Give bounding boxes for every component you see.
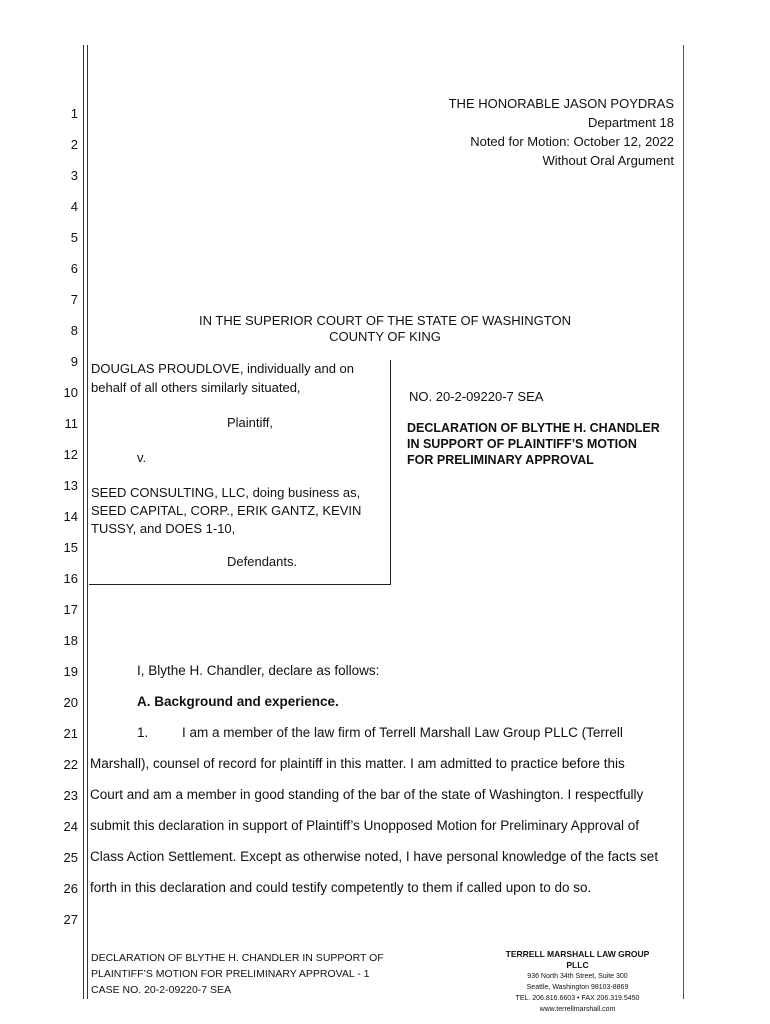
line-number: 1 — [70, 106, 78, 121]
defendants-line-2: SEED CAPITAL, CORP., ERIK GANTZ, KEVIN — [91, 503, 362, 518]
line-number: 22 — [63, 757, 78, 772]
line-number: 9 — [70, 354, 78, 369]
left-margin-rule-inner — [87, 45, 88, 999]
line-number: 8 — [70, 323, 78, 338]
line-number: 18 — [63, 633, 78, 648]
line-number: 11 — [64, 416, 78, 431]
department: Department 18 — [588, 115, 674, 130]
court-name: IN THE SUPERIOR COURT OF THE STATE OF WASHINGTON — [199, 313, 571, 328]
footer-case-number: CASE NO. 20-2-09220-7 SEA — [91, 984, 232, 996]
line-number: 4 — [70, 199, 78, 214]
firm-address-1: 936 North 34th Street, Suite 300 — [527, 973, 628, 980]
firm-phone-fax: TEL. 206.816.6603 • FAX 206.319.5450 — [515, 995, 640, 1002]
header-block — [449, 94, 674, 170]
line-number: 19 — [63, 664, 78, 679]
document-title-line-1: DECLARATION OF BLYTHE H. CHANDLER — [407, 421, 660, 435]
line-number: 13 — [63, 478, 78, 493]
paragraph-line: submit this declaration in support of Plaintiff’s Unopposed Motion for Preliminary Approval of — [90, 818, 640, 833]
line-number: 12 — [63, 447, 78, 462]
line-number: 20 — [63, 695, 78, 710]
plaintiff-description: behalf of all others similarly situated, — [91, 380, 301, 395]
defendants-role: Defendants. — [227, 554, 298, 569]
line-number: 10 — [63, 385, 78, 400]
paragraph-number: 1. — [137, 725, 149, 740]
line-number: 15 — [63, 540, 78, 555]
line-number: 3 — [70, 168, 78, 183]
firm-website: www.terrellmarshall.com — [539, 1006, 616, 1013]
noted-for-motion: Noted for Motion: October 12, 2022 — [470, 134, 674, 149]
court-heading — [150, 313, 620, 345]
document-title-line-2: IN SUPPORT OF PLAINTIFF’S MOTION — [407, 437, 637, 451]
oral-argument: Without Oral Argument — [542, 153, 674, 168]
line-number: 14 — [63, 509, 78, 524]
county-name: COUNTY OF KING — [329, 329, 441, 344]
plaintiff-role: Plaintiff, — [227, 415, 274, 430]
paragraph-line: Court and am a member in good standing of the bar of the state of Washington. I respectfully — [90, 787, 644, 802]
footer-firm-block — [495, 949, 660, 1015]
line-number: 17 — [63, 602, 78, 617]
defendants-line-3: TUSSY, and DOES 1-10, — [91, 521, 236, 536]
right-margin-rule — [683, 45, 684, 999]
line-number: 2 — [70, 137, 78, 152]
footer-title-line-1: DECLARATION OF BLYTHE H. CHANDLER IN SUPPORT OF — [91, 952, 384, 964]
firm-address-2: Seattle, Washington 98103-8869 — [526, 984, 629, 991]
defendants-line-1: SEED CONSULTING, LLC, doing business as, — [91, 485, 361, 500]
line-number: 5 — [70, 230, 78, 245]
paragraph-line: Marshall), counsel of record for plaintiff in this matter. I am admitted to practice before this — [90, 756, 625, 771]
section-heading-background: A. Background and experience. — [137, 694, 339, 709]
document-title-line-3: FOR PRELIMINARY APPROVAL — [407, 453, 594, 467]
plaintiff-name: DOUGLAS PROUDLOVE, individually and on — [91, 361, 355, 376]
case-number: NO. 20-2-09220-7 SEA — [409, 389, 544, 404]
footer-title-line-2: PLAINTIFF’S MOTION FOR PRELIMINARY APPROVAL - 1 — [91, 968, 370, 980]
declaration-intro: I, Blythe H. Chandler, declare as follows: — [137, 663, 380, 678]
line-number: 25 — [63, 850, 78, 865]
paragraph-line: Class Action Settlement. Except as otherwise noted, I have personal knowledge of the facts set — [90, 849, 659, 864]
line-number: 23 — [63, 788, 78, 803]
paragraph-line: forth in this declaration and could testify competently to them if called upon to do so. — [90, 880, 592, 895]
line-number: 24 — [63, 819, 78, 834]
line-number: 26 — [63, 881, 78, 896]
line-number: 21 — [63, 726, 78, 741]
firm-name: TERRELL MARSHALL LAW GROUP PLLC — [505, 949, 650, 970]
paragraph-line: I am a member of the law firm of Terrell Marshall Law Group PLLC (Terrell — [182, 725, 623, 740]
judge-name: THE HONORABLE JASON POYDRAS — [448, 96, 674, 111]
versus: v. — [137, 450, 147, 465]
line-number: 27 — [63, 912, 78, 927]
line-number: 7 — [70, 292, 78, 307]
line-number: 6 — [70, 261, 78, 276]
left-margin-rule-outer — [83, 45, 84, 999]
line-number: 16 — [63, 571, 78, 586]
footer-document-caption — [91, 950, 384, 998]
